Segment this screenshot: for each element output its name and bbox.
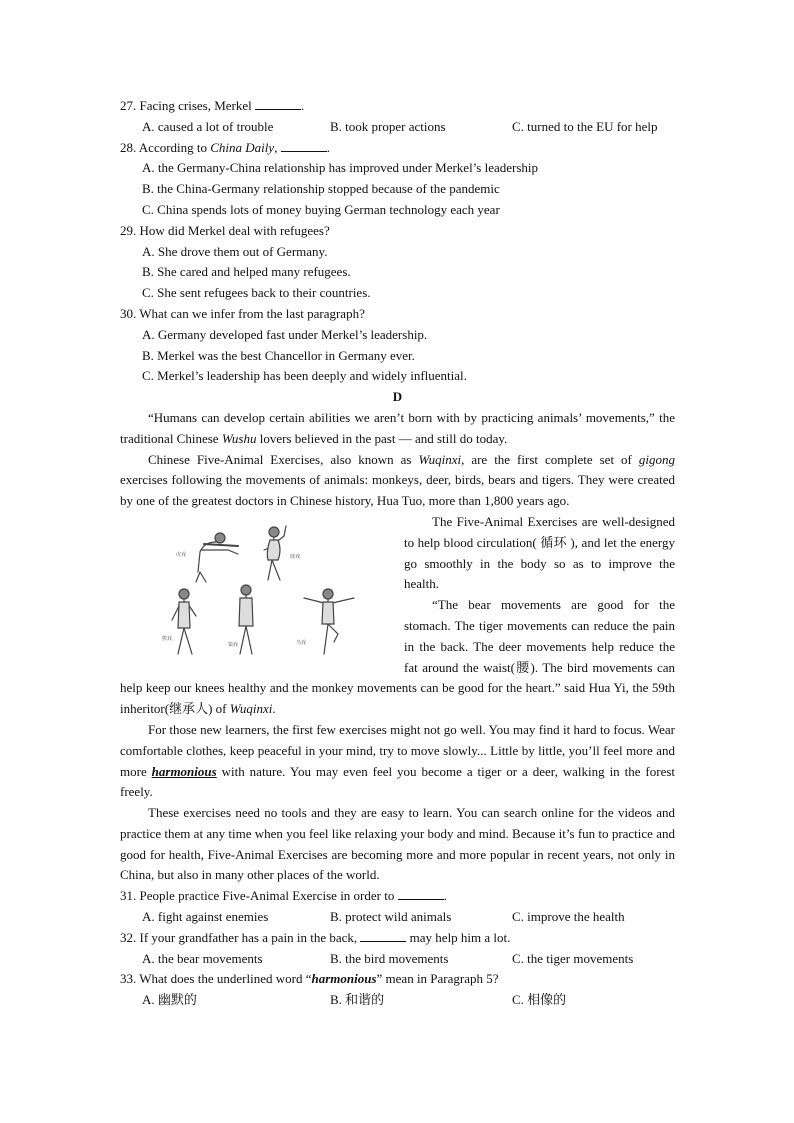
question-30-stem: 30. What can we infer from the last paragraph? bbox=[120, 305, 365, 321]
question-27-options bbox=[120, 117, 675, 138]
option-a: A. Germany developed fast under Merkel’s leadership. bbox=[142, 326, 428, 342]
option-c: C. Merkel’s leadership has been deeply and widely influential. bbox=[142, 368, 467, 384]
figure-label: 猿戏 bbox=[228, 641, 239, 648]
bear-figure bbox=[172, 589, 196, 654]
figure-label: 鹿戏 bbox=[290, 553, 301, 560]
option-a: A. the Germany-China relationship has improved under Merkel’s leadership bbox=[142, 160, 539, 176]
option-a: A. fight against enemies bbox=[142, 909, 269, 925]
five-animal-exercise-illustration bbox=[146, 516, 386, 664]
option-b: B. 和谐的 bbox=[330, 992, 385, 1008]
passage-paragraph-1: “Humans can develop certain abilities we aren’t born with by practicing animals’ movements,” the traditional Chinese Wushu lovers believed in the past — and still do today. bbox=[120, 409, 675, 446]
passage-paragraph-3: The Five-Animal Exercises are well-designed to help blood circulation( 循环 ), and let the energy go smoothly in the body so as to improve the health. bbox=[404, 513, 675, 592]
figure-label: 鸟戏 bbox=[296, 639, 307, 646]
question-33-stem: 33. What does the underlined word “harmonious” mean in Paragraph 5? bbox=[120, 971, 499, 987]
option-b: B. the China-Germany relationship stopped because of the pandemic bbox=[142, 181, 500, 197]
answer-blank bbox=[281, 139, 327, 152]
deer-figure bbox=[264, 526, 286, 580]
option-a: A. the bear movements bbox=[142, 950, 263, 966]
option-b: B. took proper actions bbox=[330, 118, 446, 134]
source-name: China Daily bbox=[210, 139, 275, 155]
figure-label: 虎戏 bbox=[176, 551, 187, 558]
answer-blank bbox=[255, 97, 301, 110]
option-a: A. 幽默的 bbox=[142, 992, 197, 1008]
option-a: A. caused a lot of trouble bbox=[142, 118, 274, 134]
question-31-stem: 31. People practice Five-Animal Exercise in order to . bbox=[120, 888, 447, 904]
question-33-options bbox=[120, 990, 675, 1011]
option-c: C. turned to the EU for help bbox=[512, 118, 658, 134]
option-b: B. She cared and helped many refugees. bbox=[142, 264, 351, 280]
passage-paragraph-5: For those new learners, the first few exercises might not go well. You may find it hard to focus. Wear comfortable clothes, keep peaceful in your mind, try to move slowly... Little by little, you’ll feel more and more harmonious with nature. You may even feel you become a tiger or a deer, walking in the forest freely. bbox=[120, 721, 676, 800]
question-31-options bbox=[120, 907, 675, 928]
question-27-stem: 27. Facing crises, Merkel . bbox=[120, 98, 305, 113]
option-b: B. Merkel was the best Chancellor in Germany ever. bbox=[142, 347, 415, 363]
question-32-stem: 32. If your grandfather has a pain in the back, may help him a lot. bbox=[120, 929, 511, 945]
option-a: A. She drove them out of Germany. bbox=[142, 243, 328, 259]
option-c: C. the tiger movements bbox=[512, 950, 634, 966]
figure-text-block bbox=[120, 512, 675, 720]
question-32-options bbox=[120, 949, 675, 970]
bird-figure bbox=[304, 589, 354, 654]
option-b: B. the bird movements bbox=[330, 950, 449, 966]
figure-label: 熊戏 bbox=[162, 635, 173, 642]
monkey-figure bbox=[239, 585, 253, 654]
answer-blank bbox=[398, 887, 444, 900]
passage-paragraph-2: Chinese Five-Animal Exercises, also known as Wuqinxi, are the first complete set of gigong exercises following the movements of animals: monkeys, deer, birds, bears and tigers. They were created by one of the greatest doctors in Chinese history, Hua Tuo, more than 1,800 years ago. bbox=[120, 451, 676, 509]
question-29-stem: 29. How did Merkel deal with refugees? bbox=[120, 222, 330, 238]
option-c: C. 相像的 bbox=[512, 992, 567, 1008]
section-heading: D bbox=[392, 389, 403, 405]
passage-paragraph-4: “The bear movements are good for the stomach. The tiger movements can reduce the pain in the back. The deer movements help reduce the fat around the waist(腰). The bird movements can help keep our knees healthy and the monkey movements can be good for the heart.” said Hua Yi, the 59th inheritor(继承人) of Wuqinxi. bbox=[120, 597, 675, 717]
exam-page bbox=[120, 96, 675, 1011]
option-b: B. protect wild animals bbox=[330, 909, 452, 925]
question-28-stem: 28. According to China Daily, . bbox=[120, 139, 330, 155]
passage-paragraph-6: These exercises need no tools and they are easy to learn. You can search online for the videos and practice them at any time when you feel like relaxing your body and mind. Because it’s fun to practice and good for health, Five-Animal Exercises are becoming more and more popular in recent years, not only in China, but also in many other places of the world. bbox=[120, 805, 675, 883]
underlined-word: harmonious bbox=[151, 763, 217, 779]
option-c: C. improve the health bbox=[512, 909, 625, 925]
tiger-figure bbox=[196, 533, 238, 582]
option-c: C. She sent refugees back to their countries. bbox=[142, 285, 371, 301]
answer-blank bbox=[360, 929, 406, 942]
option-c: C. China spends lots of money buying German technology each year bbox=[142, 201, 500, 217]
